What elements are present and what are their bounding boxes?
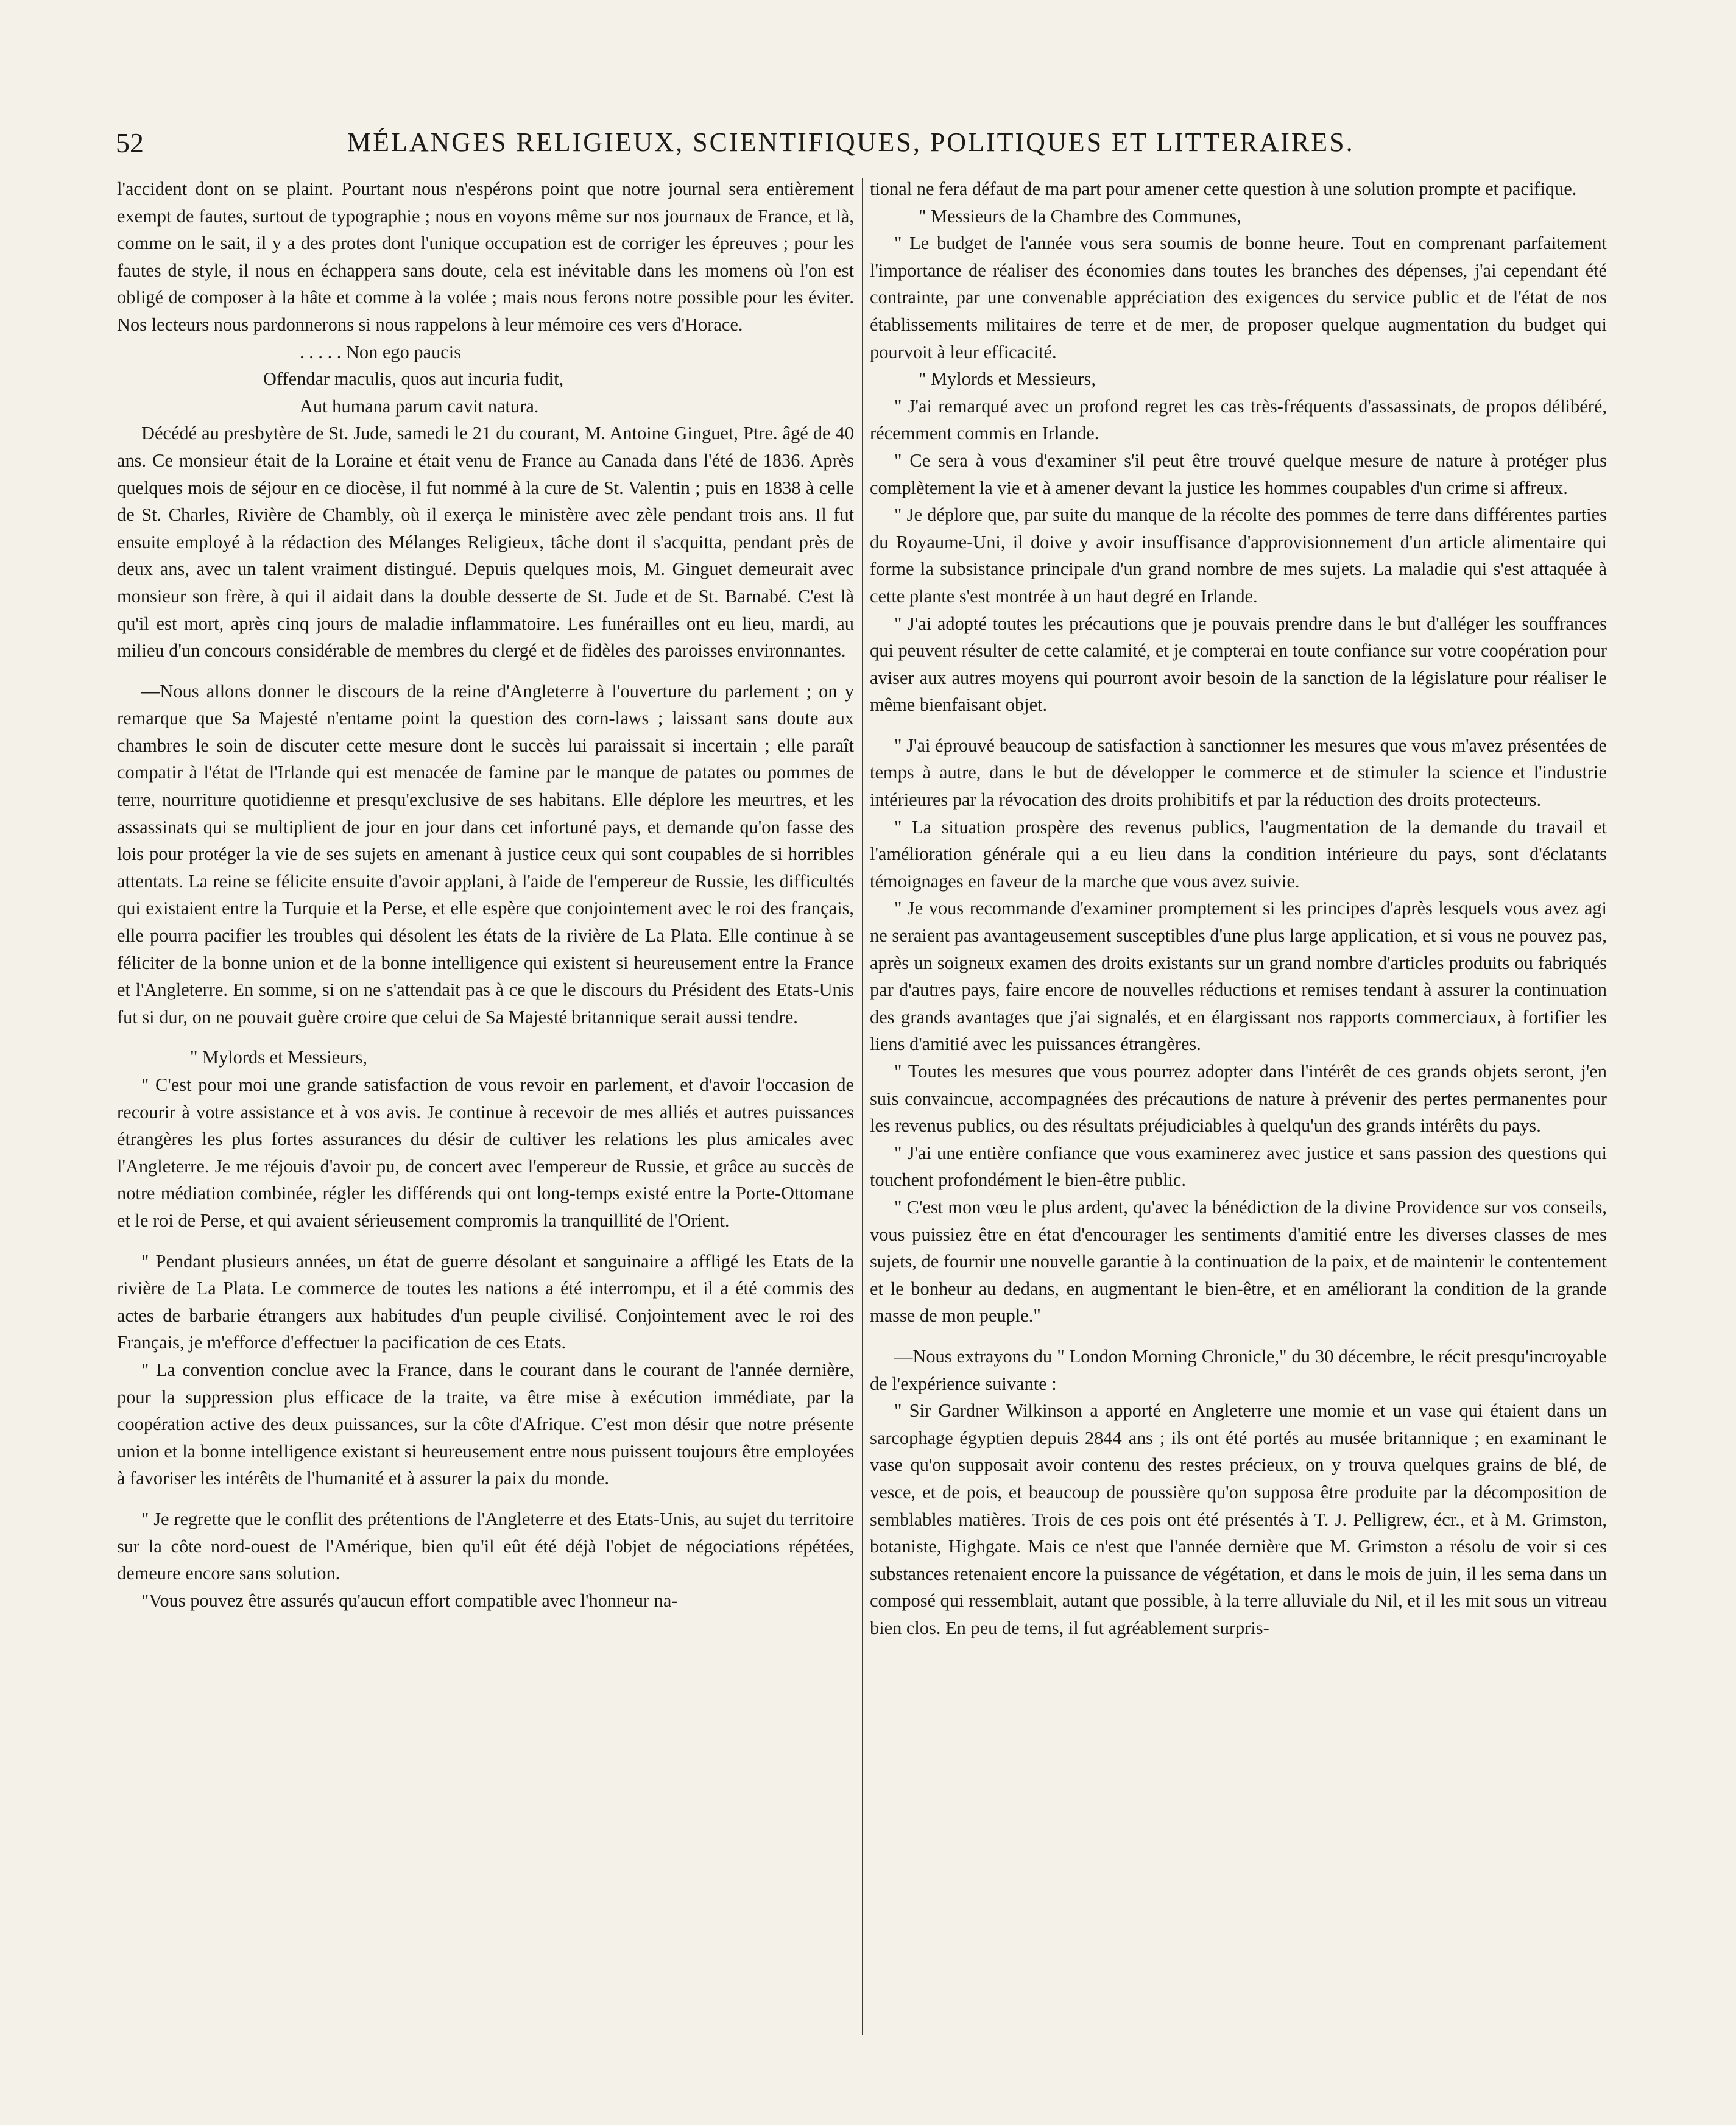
page-number: 52 xyxy=(116,127,144,158)
paragraph-measures: " Toutes les mesures que vous pourrez adopter dans l'intérêt de ces grands objets seront, j'en suis convaincue, accompagnées des précautions de nature à prévenir des pertes permanentes pour les revenus publics, ou des résultats préjudiciables à quelqu'un des grands intérêts du pays. xyxy=(870,1061,1607,1137)
page-header xyxy=(116,127,1639,169)
paragraph-mummy-peas: " Sir Gardner Wilkinson a apporté en Angleterre une momie et un vase qui étaient dans un sarcophage égyptien depuis 2844 ans ; ils ont été portés au musée britannique ; en examinant le vase qu'on supposait avoir contenu des restes précieux, on y trouva quelques grains de blé, de vesce, et de pois, et beaucoup de poussière qu'on supposa être produite par la décomposition de semblables matières. Trois de ces pois ont été présentés à T. J. Pelligrew, écr., et à M. Grimston, botaniste, Highgate. Mais ce n'est que l'année dernière que M. Grimston a résolu de voir si ces substances retenaient encore la puissance de végétation, et dans le mois de juin, il les sema dans un composé qui ressemblait, autant que possible, à la terre alluviale du Nil, et il les mit sous un vitreau bien clos. En peu de tems, il fut agréablement surpris- xyxy=(870,1400,1607,1638)
journal-title: MÉLANGES RELIGIEUX, SCIENTIFIQUES, POLITIQUES ET LITTERAIRES. xyxy=(347,127,1355,157)
paragraph-errata: l'accident dont on se plaint. Pourtant nous n'espérons point que notre journal sera entièrement exempt de fautes, surtout de typographie ; nous en voyons même sur nos journaux de France, et là, comme on le sait, il y a des protes dont l'unique occupation est de corriger les épreuves ; pour les fautes de style, il nous en échappera sans doute, cela est inévitable dans les momens où l'on est obligé de composer à la hâte et comme à la volée ; mais nous ferons notre possible pour les éviter. Nos lecteurs nous pardonnerons si nous rappelons à leur mémoire ces vers d'Horace. xyxy=(117,178,854,335)
right-column xyxy=(870,175,1607,1641)
paragraph-speech-4: " Je regrette que le conflit des prétentions de l'Angleterre et des Etats-Unis, au sujet du territoire sur la côte nord-ouest de l'Amérique, bien qu'il eût été déjà l'objet de négociations répétées, demeure encore sans solution. xyxy=(117,1508,854,1584)
paragraph-speech-1: " C'est pour moi une grande satisfaction de vous revoir en parlement, et d'avoir l'occasion de recourir à votre assistance et à vos avis. Je continue à recevoir de mes alliés et autres puissances étrangères les plus fortes assurances du désir de cultiver les relations les plus amicales avec l'Angleterre. Je me réjouis d'avoir pu, de concert avec l'empereur de Russie, et grâce au succès de notre médiation combinée, régler les différends qui ont long-temps existé entre la Porte-Ottomane et le roi de Perse, et qui avaient sérieusement compromis la tranquillité de l'Orient. xyxy=(117,1074,854,1231)
salutation-mylords: " Mylords et Messieurs, xyxy=(190,1047,367,1068)
paragraph-revenues: " La situation prospère des revenus publics, l'augmentation de la demande du travail et l'amélioration générale qui a eu lieu dans la condition intérieure du pays, sont d'éclatants témoignages en faveur de la marche que vous avez suivie. xyxy=(870,816,1607,892)
paragraph-recommendation: " Je vous recommande d'examiner promptement si les principes d'après lesquels vous avez agi ne seraient pas avantageusement susceptibles d'une plus large application, et si vous ne pouvez pas, après un soigneux examen des droits existants sur un grand nombre d'articles produits ou fabriqués par d'autres pays, faire encore de nouvelles réductions et remises tendant à assurer la continuation des grands avantages que j'ai signalés, et en élargissant nos rapports commerciaux, à fortifier les liens d'amitié avec les puissances étrangères. xyxy=(870,898,1607,1055)
horace-verse-line-1: . . . . . Non ego paucis xyxy=(300,341,462,362)
paragraph-queen-speech-intro: —Nous allons donner le discours de la reine d'Angleterre à l'ouverture du parlement ; on y remarque que Sa Majesté n'entame point la question des corn-laws ; laissant sans doute aux chambres le soin de discuter cette mesure dont le succès lui paraissait si incertain ; elle paraît compatir à l'état de l'Irlande qui est menacée de famine par le manque de patates ou pommes de terre, nourriture quotidienne et presqu'exclusive de ses habitans. Elle déplore les meurtres, et les assassinats qui se multiplient de jour en jour dans cet infortuné pays, et demande qu'on fasse des lois pour protéger la vie de ses sujets en amenant à justice ceux qui sont coupables de si horribles attentats. La reine se félicite ensuite d'avoir applani, à l'aide de l'empereur de Russie, les difficultés qui existaient entre la Turquie et la Perse, et elle espère que conjointement avec le roi des français, elle pourra pacifier les troubles qui désolent les états de la rivière de La Plata. Elle continue à se féliciter de la bonne union et de la bonne intelligence qui existent si heureusement entre la France et l'Angleterre. En somme, si on ne s'attendait pas à ce que le discours du Président des Etats-Unis fut si dur, on ne pouvait guère croire que celui de Sa Majesté britannique serait aussi tendre. xyxy=(117,680,854,1027)
column-divider xyxy=(862,178,863,2035)
paragraph-speech-2: " Pendant plusieurs années, un état de guerre désolant et sanguinaire a affligé les Etats de la rivière de La Plata. Le commerce de toutes les nations a été interrompu, et il a été commis des actes de barbarie étrangers aux habitudes d'un peuple civilisé. Conjointement avec le roi des Français, je m'efforce d'effectuer la pacification de ces Etats. xyxy=(117,1250,854,1353)
salutation-communes: " Messieurs de la Chambre des Communes, xyxy=(919,205,1241,227)
paragraph-budget: " Le budget de l'année vous sera soumis de bonne heure. Tout en comprenant parfaitement l'importance de réaliser des économies dans toutes les branches des dépenses, j'ai cependant été contrainte, par une convenable appréciation des exigences du service public et de l'état de nos établissements militaires de terre et de mer, de proposer quelque augmentation du budget qui pourvoit à leur efficacité. xyxy=(870,233,1607,362)
paragraph-ireland-assassinations: " J'ai remarqué avec un profond regret les cas très-fréquents d'assassinats, de propos délibéré, récemment commis en Irlande. xyxy=(870,395,1607,444)
left-column xyxy=(117,175,854,1614)
paragraph-obituary: Décédé au presbytère de St. Jude, samedi le 21 du courant, M. Antoine Ginguet, Ptre. âgé de 40 ans. Ce monsieur était de la Loraine et était venu de France au Canada dans l'été de 1836. Après quelques mois de séjour en ce diocèse, il fut nommé à la cure de St. Valentin ; puis en 1838 à celle de St. Charles, Rivière de Chambly, où il exerça le ministère avec zèle pendant trois ans. Il fut ensuite employé à la rédaction des Mélanges Religieux, tâche dont il s'acquitta, pendant près de deux ans, avec un talent vraiment distingué. Depuis quelques mois, M. Ginguet demeurait avec monsieur son frère, à qui il aidait dans la double desserte de St. Jude et de St. Barnabé. C'est là qu'il est mort, après cinq jours de maladie inflammatoire. Les funérailles ont eu lieu, mardi, au milieu d'un concours considérable de membres du clergé et de fidèles des paroisses environnantes. xyxy=(117,423,854,661)
horace-verse-line-2: Offendar maculis, quos aut incuria fudit, xyxy=(263,368,564,390)
paragraph-chronicle-intro: —Nous extrayons du " London Morning Chronicle," du 30 décembre, le récit presqu'incroyable de l'expérience suivante : xyxy=(870,1345,1607,1394)
salutation-mylords-2: " Mylords et Messieurs, xyxy=(919,368,1096,390)
paragraph-confidence: " J'ai une entière confiance que vous examinerez avec justice et sans passion des questions qui touchent profondément le bien-être public. xyxy=(870,1142,1607,1191)
paragraph-potato-harvest: " Je déplore que, par suite du manque de la récolte des pommes de terre dans différentes parties du Royaume-Uni, il doive y avoir insuffisance d'approvisionnement d'un article alimentaire qui forme la subsistance principale d'un grand nombre de mes sujets. La maladie qui s'est attaquée à cette plante s'est montrée à un haut degré en Irlande. xyxy=(870,504,1607,607)
paragraph-precautions: " J'ai adopté toutes les précautions que je pouvais prendre dans le but d'alléger les souffrances qui peuvent résulter de cette calamité, et je compterai en toute confiance sur votre coopération pour aviser aux autres moyens qui pourront avoir besoin de la sanction de la législature pour réaliser le même bienfaisant objet. xyxy=(870,613,1607,716)
paragraph-continuation: tional ne fera défaut de ma part pour amener cette question à une solution prompte et pacifique. xyxy=(870,178,1577,199)
paragraph-closing-wish: " C'est mon vœu le plus ardent, qu'avec la bénédiction de la divine Providence sur vos conseils, vous puissiez être en état d'encourager les sentiments d'amitié entre les diverses classes de mes sujets, de fournir une nouvelle garantie à la continuation de la paix, et de maintenir le contentement et le bonheur au dedans, en augmentant le bien-être, et en améliorant la condition de la grande masse de mon peuple." xyxy=(870,1196,1607,1327)
paragraph-speech-3: " La convention conclue avec la France, dans le courant dans le courant de l'année dernière, pour la suppression plus efficace de la traite, va être mise à exécution immédiate, par la coopération active des deux puissances, sur la côte d'Afrique. C'est mon désir que notre présente union et la bonne intelligence existant si heureusement entre nous puissent toujours être employées à favoriser les intérêts de l'humanité et à assurer la paix du monde. xyxy=(117,1359,854,1489)
paragraph-commerce: " J'ai éprouvé beaucoup de satisfaction à sanctionner les mesures que vous m'avez présentées de temps à autre, dans le but de développer le commerce et de stimuler la science et l'industrie intérieures par la révocation des droits prohibitifs et par la réduction des droits protecteurs. xyxy=(870,735,1607,811)
horace-verse-line-3: Aut humana parum cavit natura. xyxy=(300,395,539,417)
paragraph-justice: " Ce sera à vous d'examiner s'il peut être trouvé quelque mesure de nature à protéger plus complètement la vie et à amener devant la justice les hommes coupables d'un crime si affreux. xyxy=(870,449,1607,498)
paragraph-speech-5: "Vous pouvez être assurés qu'aucun effort compatible avec l'honneur na- xyxy=(141,1590,678,1611)
